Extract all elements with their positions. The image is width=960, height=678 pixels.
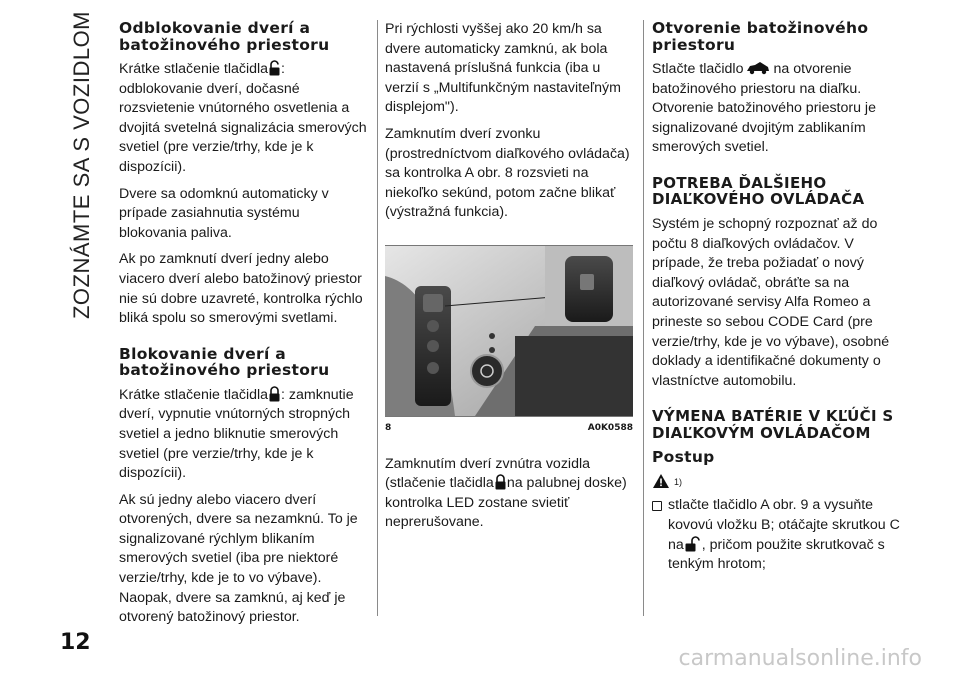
text: stlačte tlačidlo A obr. 9 a vysuňte kovovú vložku B; otáčajte skrutkou C na [668,497,900,553]
warning-ref-number: 1) [674,476,683,487]
dashboard-photo [385,246,633,416]
lock-icon [269,386,280,402]
column-3 [652,20,902,575]
paragraph: Ak sú jedny alebo viacero dverí otvorených, dvere sa nezamknú. To je signalizované rýchlym blikaním smerových svetiel (iba pre niektoré verzie/trhy, kde je to vo výbave). Naopak, dvere sa zamknú, aj keď je otvorený batožinový priestor. [119,491,358,626]
checkbox-bullet-icon [652,501,662,511]
heading-battery-replacement: VÝMENA BATÉRIE V KĽÚČI S DIAĽKOVÝM OVLÁDAČOM [652,407,894,442]
figure-number: 8 [385,422,392,433]
column-divider [643,20,644,616]
figure-caption [385,419,633,439]
text: , pričom použite skrutkovač s tenkým hrotom; [668,536,885,573]
page-number: 12 [60,630,91,655]
list-item [652,496,902,574]
warning-reference [652,473,902,493]
text: Krátke stlačenie tlačidla [119,386,269,403]
paragraph: Zamknutím dverí zvonku (prostredníctvom diaľkového ovládača) sa kontrolka A obr. 8 rozsvieti na niekoľko sekúnd, potom začne blikať (výstražná funkcia). [385,125,630,221]
heading-open-trunk: Otvorenie batožinového priestoru [652,19,869,54]
paragraph [119,60,369,178]
text: na palubnej doske) kontrolka LED zostane svietiť neprerušovane. [385,475,627,531]
list-item-text [668,496,902,574]
paragraph: Systém je schopný rozpoznať až do počtu 8 diaľkových ovládačov. V prípade, že treba požiadať o nový diaľkový ovládač, obráťte sa na autorizované servisy Alfa Romeo a prineste so sebou CODE Card (pre verzie/trhy, kde je vo výbave), osobné doklady a identifikačné dokumenty o vlastníctve automobilu. [652,215,890,389]
paragraph [385,455,633,533]
chapter-title-text: ZOZNÁMTE SA S VOZIDLOM [69,10,95,320]
text: na otvorenie batožinového priestoru na diaľku. Otvorenie batožinového priestoru je signalizované dvojitým zablikaním smerových svetiel. [652,61,876,156]
paragraph: Pri rýchlosti vyššej ako 20 km/h sa dvere automaticky zamknú, ak bola nastavená príslušná funkcia (iba u verzií s „Multifunkčným nastaviteľným displejom"). [385,21,621,116]
figure-code: A0K0588 [587,422,633,433]
text: Zamknutím dverí zvnútra vozidla (stlačenie tlačidla [385,455,591,492]
text: Krátke stlačenie tlačidla [119,61,269,77]
paragraph: Ak po zamknutí dverí jedny alebo viacero dverí alebo batožinový priestor nie sú dobre uzavreté, kontrolka rýchlo bliká spolu so smerovými svetlami. [119,251,363,327]
warning-icon [652,473,670,489]
watermark: carmanualsonline.info [678,646,922,671]
heading-additional-remote: POTREBA ĎALŠIEHO DIAĽKOVÉHO OVLÁDAČA [652,173,865,209]
heading-procedure: Postup [652,448,715,467]
unlock-icon [685,536,701,552]
chapter-side-title [62,10,102,320]
heading-unlock: Odblokovanie dverí a batožinového priestoru [119,19,330,54]
heading-lock: Blokovanie dverí a batožinového priestoru [119,344,330,380]
figure-dashboard-lock-button [385,245,633,417]
text: : odblokovanie dverí, dočasné rozsvietenie vnútorného osvetlenia a dvojitá svetelná signalizácia smerových svetiel (pre verzie/trhy, kde je k dispozícii). [119,61,367,175]
text: : zamknutie dverí, vypnutie vnútorných stropných svetiel a jedno bliknutie smerových svetiel (pre verzie/trhy, kde je k dispozícii). [119,386,354,482]
unlock-icon [269,60,280,76]
paragraph: Dvere sa odomknú automaticky v prípade zasiahnutia systému blokovania paliva. [119,185,329,241]
column-2 [385,20,633,540]
column-1 [119,20,369,635]
text: Stlačte tlačidlo [652,61,744,77]
lock-icon [495,474,506,490]
paragraph [119,386,369,484]
column-divider [377,20,378,616]
trunk-open-icon [746,61,770,75]
paragraph [652,60,902,158]
